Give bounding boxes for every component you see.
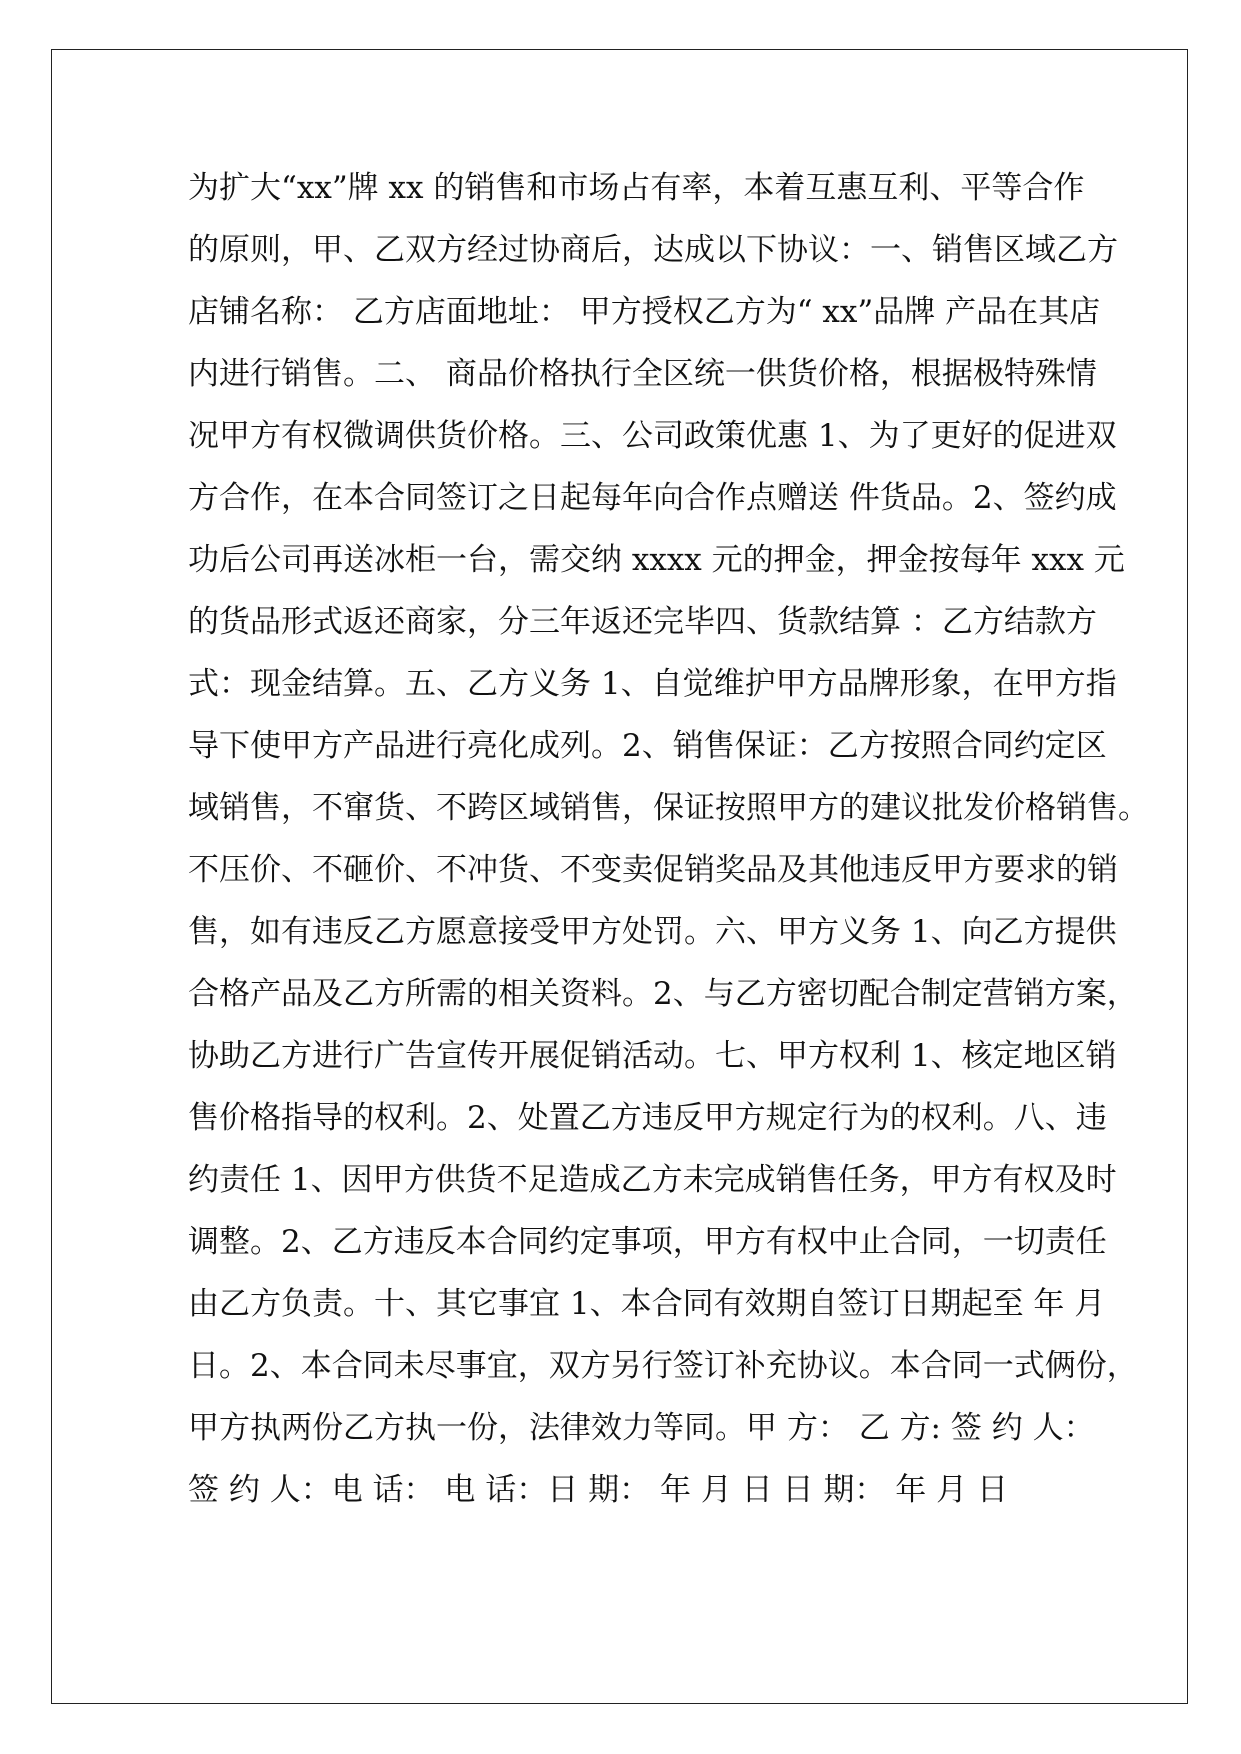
contract-line: 合格产品及乙方所需的相关资料。2、与乙方密切配合制定营销方案， xyxy=(188,976,1138,1012)
contract-line: 的货品形式返还商家，分三年返还完毕四、货款结算 ：乙方结款方 xyxy=(188,604,1097,640)
contract-line: 为扩大“xx”牌 xx 的销售和市场占有率，本着互惠互利、平等合作 xyxy=(188,170,1085,206)
contract-line: 式：现金结算。五、乙方义务 1、自觉维护甲方品牌形象，在甲方指 xyxy=(188,666,1117,702)
contract-line: 导下使甲方产品进行亮化成列。2、销售保证：乙方按照合同约定区 xyxy=(188,728,1107,764)
contract-line: 的原则，甲、乙双方经过协商后，达成以下协议：一、销售区域乙方 xyxy=(188,232,1118,268)
contract-line: 况甲方有权微调供货价格。三、公司政策优惠 1、为了更好的促进双 xyxy=(188,418,1117,454)
contract-line: 售价格指导的权利。2、处置乙方违反甲方规定行为的权利。八、违 xyxy=(188,1100,1107,1136)
contract-line: 调整。2、乙方违反本合同约定事项，甲方有权中止合同，一切责任 xyxy=(188,1224,1107,1260)
signature-line: 签 约 人：电 话： 电 话：日 期： 年 月 日 日 期： 年 月 日 xyxy=(188,1472,1008,1508)
contract-line: 日。2、本合同未尽事宜，双方另行签订补充协议。本合同一式俩份， xyxy=(188,1348,1138,1384)
contract-line: 不压价、不砸价、不冲货、不变卖促销奖品及其他违反甲方要求的销 xyxy=(188,852,1118,888)
contract-line: 甲方执两份乙方执一份，法律效力等同。甲 方： 乙 方: 签 约 人： xyxy=(188,1410,1095,1446)
contract-line: 域销售，不窜货、不跨区域销售，保证按照甲方的建议批发价格销售。 xyxy=(188,790,1149,826)
contract-line: 约责任 1、因甲方供货不足造成乙方未完成销售任务，甲方有权及时 xyxy=(188,1162,1117,1198)
contract-line: 店铺名称： 乙方店面地址： 甲方授权乙方为“ xx”品牌 产品在其店 xyxy=(188,294,1101,330)
contract-line: 协助乙方进行广告宣传开展促销活动。七、甲方权利 1、核定地区销 xyxy=(188,1038,1117,1074)
contract-line: 售，如有违反乙方愿意接受甲方处罚。六、甲方义务 1、向乙方提供 xyxy=(188,914,1117,950)
contract-line: 内进行销售。二、 商品价格执行全区统一供货价格，根据极特殊情 xyxy=(188,356,1097,392)
contract-line: 由乙方负责。十、其它事宜 1、本合同有效期自签订日期起至 年 月 xyxy=(188,1286,1106,1322)
contract-line: 方合作，在本合同签订之日起每年向合作点赠送 件货品。2、签约成 xyxy=(188,480,1117,516)
contract-body xyxy=(188,157,1149,1521)
contract-line: 功后公司再送冰柜一台，需交纳 xxxx 元的押金，押金按每年 xxx 元 xyxy=(188,542,1125,578)
